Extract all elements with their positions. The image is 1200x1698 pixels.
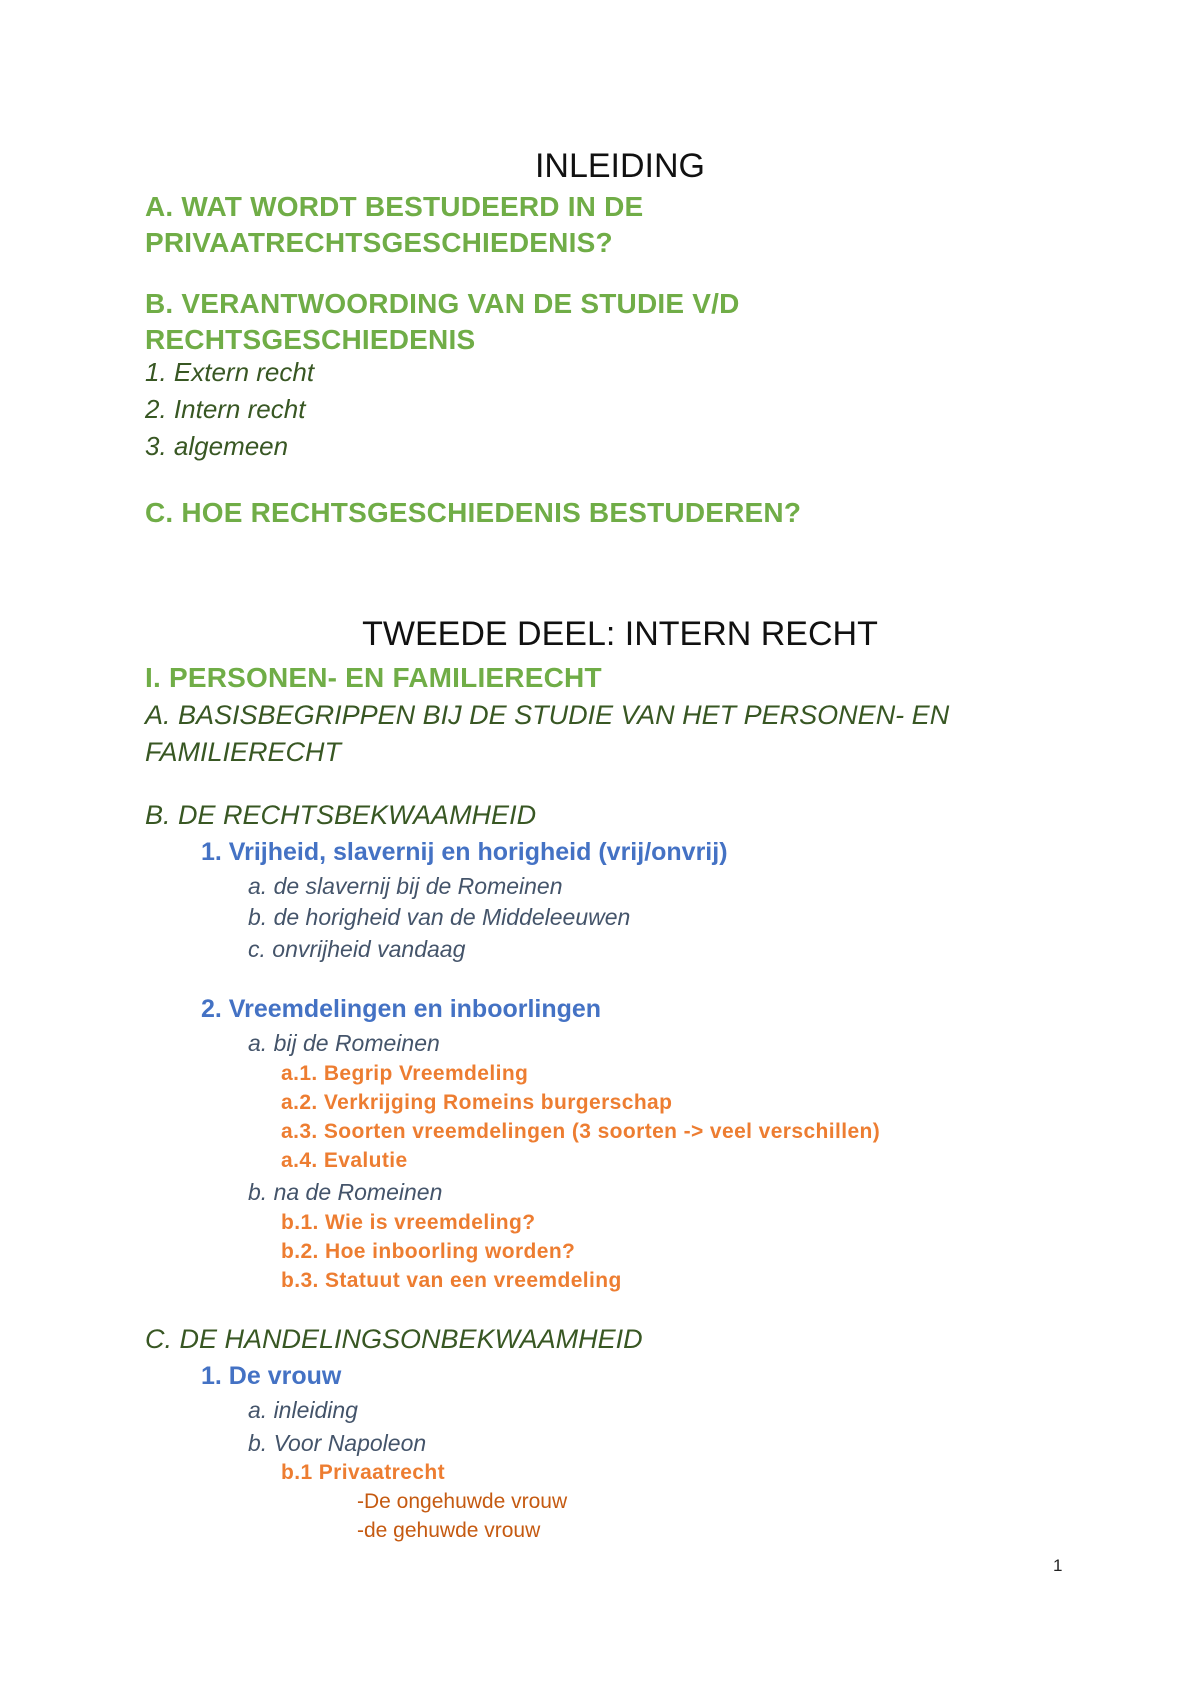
subsection-b: B. DE RECHTSBEKWAAMHEID [145, 800, 537, 830]
item-vrijheid: 1. Vrijheid, slavernij en horigheid (vrij/onvrij) [201, 838, 728, 866]
section-a-line1: A. WAT WORDT BESTUDEERD IN DE [145, 191, 644, 222]
page-number: 1 [1053, 1556, 1063, 1575]
list-item: b. de horigheid van de Middeleeuwen [248, 904, 631, 930]
list-item: b.3. Statuut van een vreemdeling [281, 1269, 622, 1292]
list-item: -De ongehuwde vrouw [357, 1490, 568, 1513]
section-personen-familierecht: I. PERSONEN- EN FAMILIERECHT [145, 662, 602, 693]
list-item: a. bij de Romeinen [248, 1030, 440, 1056]
subsection-a-line1: A. BASISBEGRIPPEN BIJ DE STUDIE VAN HET PERSONEN- EN [145, 700, 950, 730]
section-b-line2: RECHTSGESCHIEDENIS [145, 324, 476, 355]
subsection-a-line2: FAMILIERECHT [145, 737, 342, 767]
list-item: a. de slavernij bij de Romeinen [248, 873, 563, 899]
list-item: a.2. Verkrijging Romeins burgerschap [281, 1091, 673, 1114]
section-a-line2: PRIVAATRECHTSGESCHIEDENIS? [145, 227, 613, 258]
section-b-line1: B. VERANTWOORDING VAN DE STUDIE V/D [145, 288, 740, 319]
list-item: 1. Extern recht [145, 357, 315, 387]
item-de-vrouw: 1. De vrouw [201, 1362, 342, 1390]
list-item: -de gehuwde vrouw [357, 1519, 541, 1542]
list-item: b.1. Wie is vreemdeling? [281, 1211, 536, 1234]
section-c: C. HOE RECHTSGESCHIEDENIS BESTUDEREN? [145, 497, 802, 528]
list-item: b.1 Privaatrecht [281, 1461, 445, 1484]
list-item: b. na de Romeinen [248, 1179, 443, 1205]
heading-inleiding: INLEIDING [534, 147, 706, 185]
list-item: 2. Intern recht [145, 394, 306, 424]
subsection-c: C. DE HANDELINGSONBEKWAAMHEID [145, 1324, 643, 1354]
list-item: b. Voor Napoleon [248, 1430, 427, 1456]
list-item: a.4. Evalutie [281, 1149, 408, 1172]
list-item: a. inleiding [248, 1397, 358, 1423]
list-item: b.2. Hoe inboorling worden? [281, 1240, 576, 1263]
list-item: c. onvrijheid vandaag [248, 936, 466, 962]
list-item: a.3. Soorten vreemdelingen (3 soorten -> veel verschillen) [281, 1120, 881, 1143]
list-item: 3. algemeen [145, 431, 289, 461]
item-vreemdelingen: 2. Vreemdelingen en inboorlingen [201, 995, 602, 1023]
list-item: a.1. Begrip Vreemdeling [281, 1062, 529, 1085]
heading-tweede-deel: TWEEDE DEEL: INTERN RECHT [362, 615, 878, 653]
